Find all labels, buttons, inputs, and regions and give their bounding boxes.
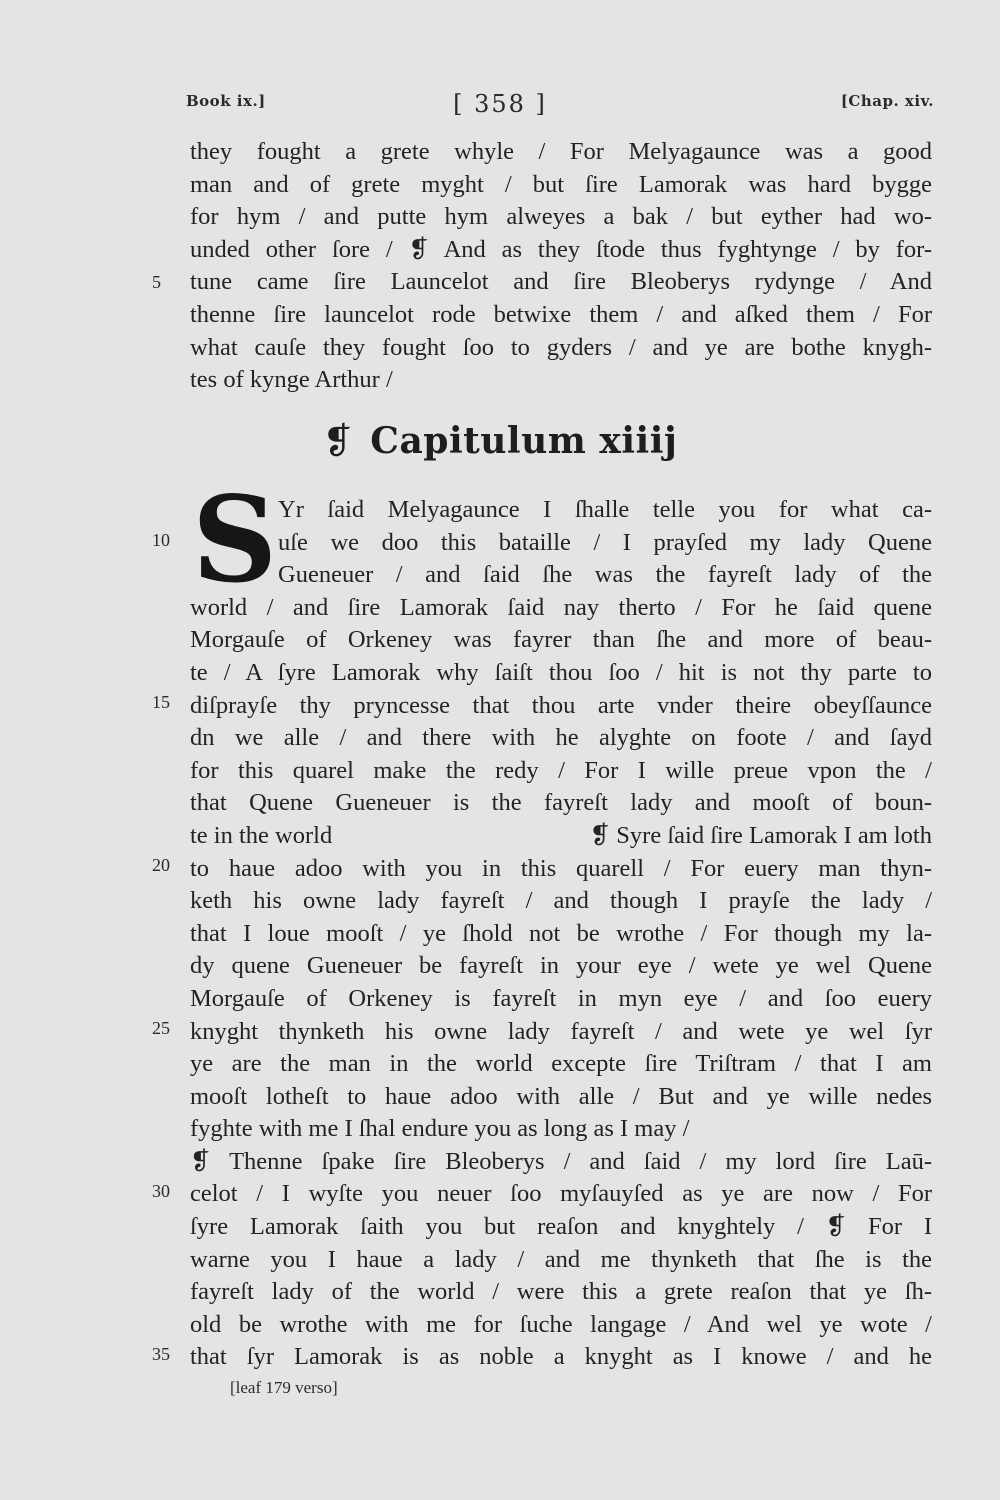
text-block-1 bbox=[190, 136, 932, 397]
leaf-reference: [leaf 179 verso] bbox=[230, 1378, 338, 1397]
text-line: old be wrothe with me for ſuche langage / And wel ye wote / bbox=[190, 1310, 932, 1338]
text-line: uſe we doo this bataille / I prayſed my lady Quene bbox=[278, 528, 932, 556]
page-number: [ 358 ] bbox=[453, 90, 547, 118]
line-number: 35 bbox=[152, 1344, 170, 1364]
text-line: Morgauſe of Orkeney was fayrer than ſhe and more of beau- bbox=[190, 626, 932, 654]
text-line: warne you I haue a lady / and me thynketh that ſhe is the bbox=[190, 1245, 932, 1273]
text-line: ❡ Thenne ſpake ſire Bleoberys / and ſaid / my lord ſire Laū- bbox=[190, 1147, 932, 1175]
text-line: ſyre Lamorak ſaith you but reaſon and knyghtely / ❡ For I bbox=[190, 1213, 932, 1241]
text-line: what cauſe they fought ſoo to gyders / and ye are bothe knygh- bbox=[190, 333, 932, 361]
text-line: man and of grete myght / but ſire Lamorak was hard bygge bbox=[190, 170, 932, 198]
text-line: to haue adoo with you in this quarell / For euery man thyn- bbox=[190, 854, 932, 882]
text-line: Morgauſe of Orkeney is fayreſt in myn eye / and ſoo euery bbox=[190, 984, 932, 1012]
text-line: that Quene Gueneuer is the fayreſt lady and mooſt of boun- bbox=[190, 789, 932, 817]
text-line: world / and ſire Lamorak ſaid nay therto / For he ſaid quene bbox=[190, 593, 932, 621]
drop-cap: S bbox=[192, 470, 278, 609]
text-line: Gueneuer / and ſaid ſhe was the fayreſt lady of the bbox=[278, 561, 932, 589]
line-number: 30 bbox=[152, 1181, 170, 1201]
running-head-chapter: [Chap. xiv. bbox=[840, 92, 934, 110]
text-line: fyghte with me I ſhal endure you as long as I may / bbox=[190, 1115, 690, 1143]
line-number: 5 bbox=[152, 272, 161, 292]
paragraph-mark-icon: ❡ bbox=[322, 421, 354, 462]
text-line: knyght thynketh his owne lady fayreſt / and wete ye wel ſyr bbox=[190, 1017, 932, 1045]
text-line: thenne ſire launcelot rode betwixe them / and aſked them / For bbox=[190, 300, 932, 328]
text-line: keth his owne lady fayreſt / and though I prayſe the lady / bbox=[190, 887, 932, 915]
text-line: te in the world bbox=[190, 821, 333, 849]
text-line: mooſt lotheſt to haue adoo with alle / But and ye wille nedes bbox=[190, 1082, 932, 1110]
text-line: fayreſt lady of the world / were this a grete reaſon that ye ſh- bbox=[190, 1278, 932, 1306]
text-line: ye are the man in the world excepte ſire Triſtram / that I am bbox=[190, 1050, 932, 1078]
chapter-title: Capitulum xiiij bbox=[370, 420, 678, 462]
text-line: tes of kynge Arthur / bbox=[190, 366, 393, 394]
text-line: dy quene Gueneuer be fayreſt in your eye / wete ye wel Quene bbox=[190, 952, 932, 980]
text-line: Yr ſaid Melyagaunce I ſhalle telle you for what ca- bbox=[278, 496, 932, 523]
text-line: unded other ſore / ❡ And as they ſtode thus fyghtynge / by for- bbox=[190, 235, 932, 263]
running-head-book: Book ix.] bbox=[186, 92, 266, 110]
chapter-heading bbox=[0, 420, 1000, 462]
text-line: for this quarel make the redy / For I wille preue vpon the / bbox=[190, 756, 932, 784]
text-line: dn we alle / and there with he alyghte on foote / and ſayd bbox=[190, 724, 932, 752]
line-number: 15 bbox=[152, 692, 170, 712]
text-line: that I loue mooſt / ye ſhold not be wrothe / For though my la- bbox=[190, 919, 932, 947]
text-line-right: ❡ Syre ſaid ſire Lamorak I am loth bbox=[589, 821, 932, 849]
line-number: 10 bbox=[152, 530, 170, 550]
text-line-split bbox=[190, 820, 932, 853]
text-line: te / A ſyre Lamorak why ſaiſt thou ſoo / hit is not thy parte to bbox=[190, 658, 932, 686]
text-block-2 bbox=[190, 592, 932, 1374]
text-line: for hym / and putte hym alweyes a bak / but eyther had wo- bbox=[190, 203, 932, 231]
text-line: that ſyr Lamorak is as noble a knyght as I knowe / and he bbox=[190, 1343, 932, 1371]
text-block-dropcap bbox=[278, 494, 932, 592]
text-line: they fought a grete whyle / For Melyagaunce was a good bbox=[190, 138, 932, 165]
text-line: tune came ſire Launcelot and ſire Bleoberys rydynge / And bbox=[190, 268, 932, 296]
line-number: 20 bbox=[152, 855, 170, 875]
line-number: 25 bbox=[152, 1018, 170, 1038]
text-line: celot / I wyſte you neuer ſoo myſauyſed as ye are now / For bbox=[190, 1180, 932, 1208]
text-line: diſprayſe thy pryncesse that thou arte vnder theire obeyſſaunce bbox=[190, 691, 932, 719]
